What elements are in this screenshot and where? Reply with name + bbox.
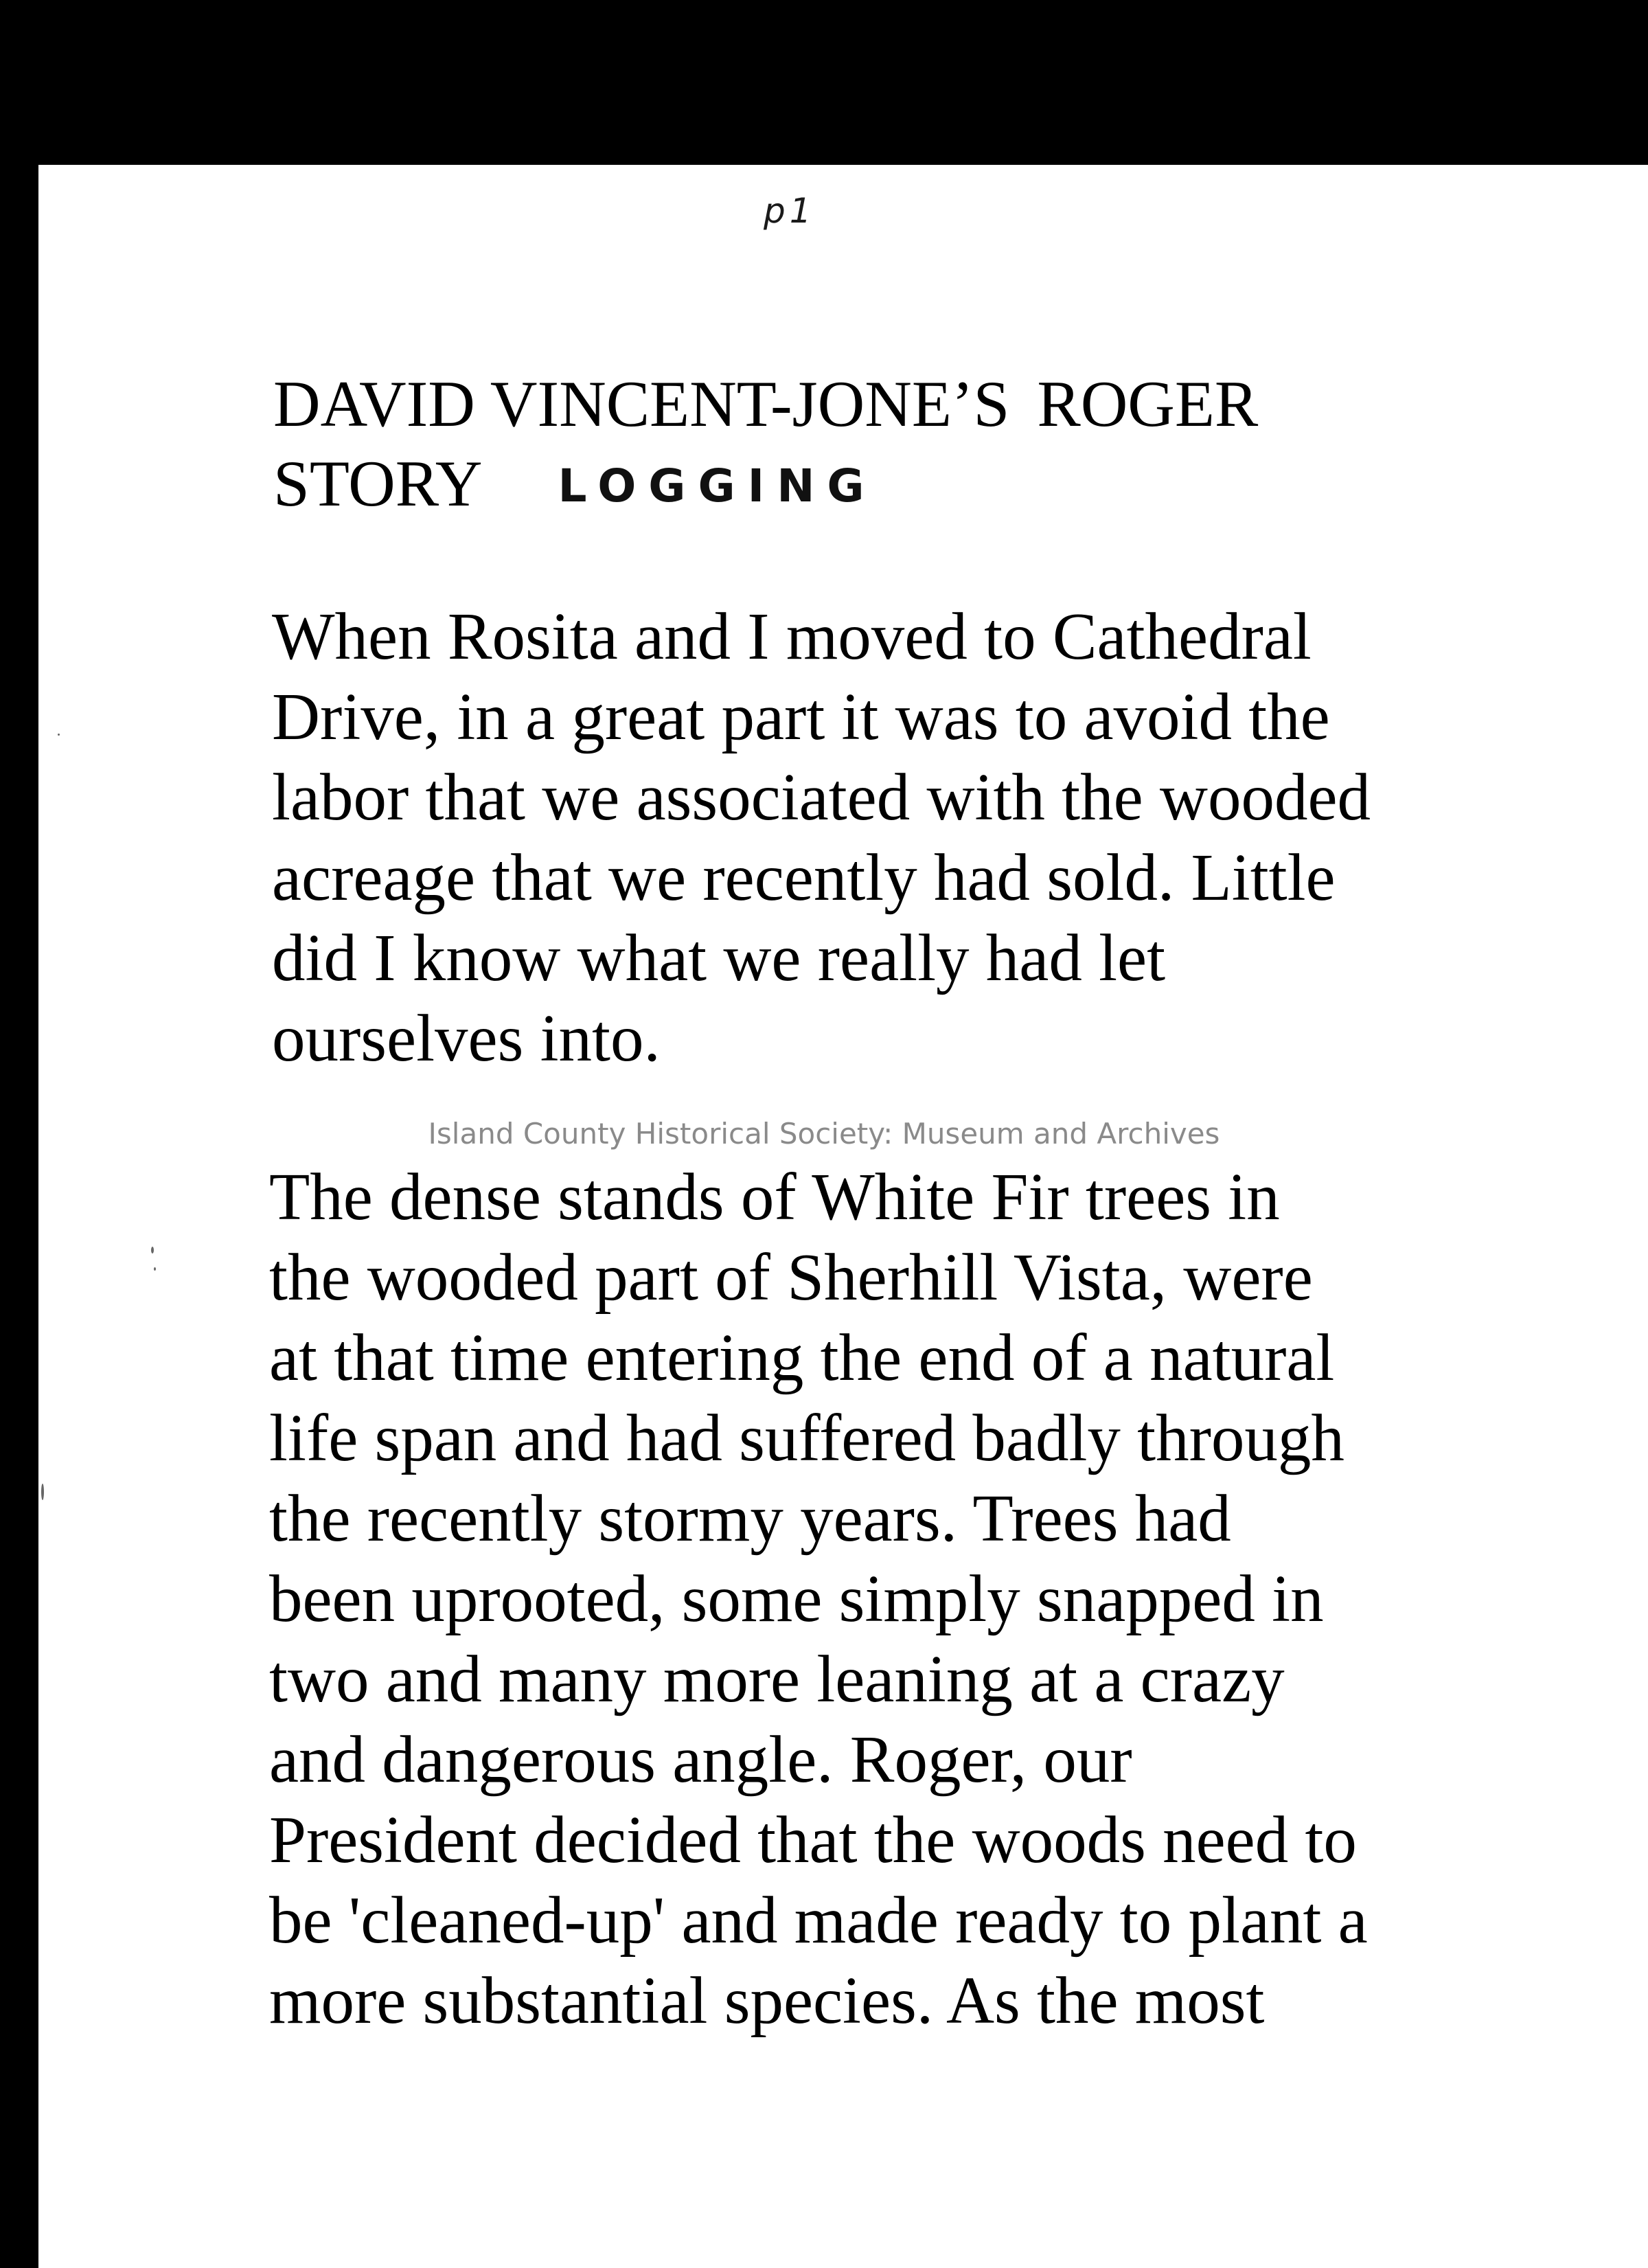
scan-speck <box>154 1267 156 1271</box>
paragraph-line: Drive, in a great part it was to avoid the <box>272 680 1330 753</box>
paragraph-line: the recently stormy years. Trees had <box>269 1482 1231 1555</box>
scan-speck <box>151 1247 154 1254</box>
page-number: p1 <box>764 191 816 231</box>
paragraph-line: life span and had suffered badly through <box>269 1401 1344 1475</box>
paragraph-line: labor that we associated with the wooded <box>272 760 1371 834</box>
title-text-part1: DAVID VINCENT-JONE’S <box>273 367 1010 440</box>
document-title <box>273 364 1578 530</box>
title-line-2 <box>273 444 1578 530</box>
title-text-story: STORY <box>273 447 483 520</box>
paragraph-line: and dangerous angle. Roger, our <box>269 1723 1132 1796</box>
paragraph-2 <box>269 1157 1450 2041</box>
paragraph-line: more substantial species. As the most <box>269 1964 1265 2037</box>
paragraph-line: the wooded part of Sherhill Vista, were <box>269 1240 1313 1314</box>
archive-watermark: Island County Historical Society: Museum and Archives <box>428 1117 1220 1150</box>
paragraph-line: The dense stands of White Fir trees in <box>269 1160 1280 1234</box>
paragraph-line: at that time entering the end of a natural <box>269 1321 1335 1394</box>
paragraph-line: acreage that we recently had sold. Little <box>272 841 1336 914</box>
paragraph-line: President decided that the woods need to <box>269 1803 1357 1876</box>
paragraph-line: did I know what we really had let <box>272 921 1166 995</box>
title-text-part2: ROGER <box>1037 367 1259 440</box>
paragraph-line: When Rosita and I moved to Cathedral <box>272 600 1312 673</box>
paragraph-1 <box>272 596 1453 1078</box>
scan-top-border <box>0 0 1648 165</box>
scan-speck <box>58 734 60 736</box>
paragraph-line: ourselves into. <box>272 1001 661 1075</box>
handwritten-annotation: LOGGING <box>558 460 877 512</box>
paragraph-line: been uprooted, some simply snapped in <box>269 1562 1324 1635</box>
scan-speck <box>41 1484 44 1500</box>
title-line-1 <box>273 364 1578 444</box>
paragraph-line: be 'cleaned-up' and made ready to plant a <box>269 1883 1368 1957</box>
paragraph-line: two and many more leaning at a crazy <box>269 1642 1285 1716</box>
